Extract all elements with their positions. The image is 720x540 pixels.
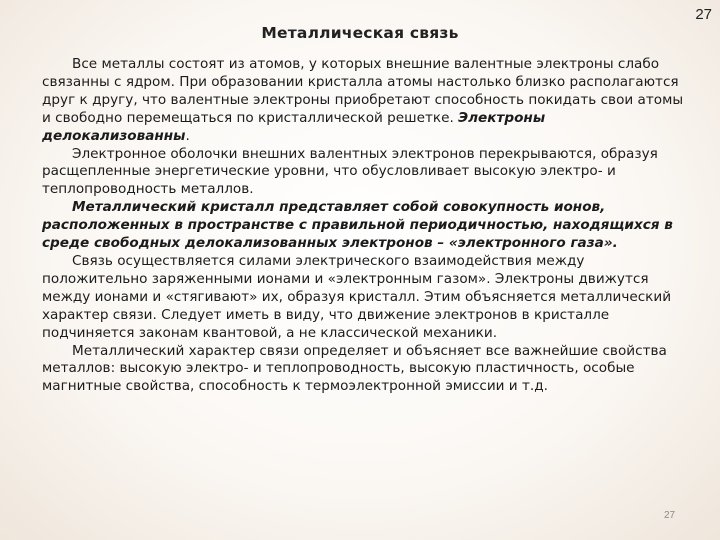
paragraph-1-text: Все металлы состоят из атомов, у которых внешние валентные электроны слабо связанны с ядром. При образовании кристалла атомы настолько близко располагаются друг к другу, что валентные электроны приобретают способность покидать свои атомы и свободно перемещаться по кристаллической решетке.	[42, 56, 684, 126]
slide-number-bottom: 27	[664, 510, 676, 521]
paragraph-4	[42, 253, 690, 343]
paragraph-1	[42, 56, 690, 146]
paragraph-2	[42, 146, 690, 200]
paragraph-3-emphasis: Металлический кристалл представляет собой совокупность ионов, расположенных в пространстве с правильной периодичностью, находящихся в среде свободных делокализованных электронов – «электронного газа».	[42, 199, 673, 252]
slide-body	[42, 56, 690, 396]
paragraph-1-emphasis: Электроны делокализованны	[42, 109, 546, 144]
paragraph-3	[42, 199, 690, 253]
paragraph-5	[42, 343, 690, 397]
slide-number-top: 27	[695, 6, 712, 23]
slide-title: Металлическая связь	[261, 24, 459, 42]
paragraph-5-text: Металлический характер связи определяет и объясняет все важнейшие свойства металлов: высокую электро- и теплопроводность, высокую пластичность, особые магнитные свойства, способность к термоэлектронной эмиссии и т.д.	[42, 342, 667, 395]
paragraph-1-end: .	[185, 127, 190, 144]
paragraph-2-text: Электронное оболочки внешних валентных электронов перекрываются, образуя расщепленные энергетические уровни, что обусловливает высокую электро- и теплопроводность металлов.	[42, 145, 658, 198]
paragraph-4-text: Связь осуществляется силами электрического взаимодействия между положительно заряженными ионами и «электронным газом». Электроны движутся между ионами и «стягивают» их, образуя кристалл. Этим объясняется металлический характер связи. Следует иметь в виду, что движение электронов в кристалле подчиняется законам квантовой, а не классической механики.	[42, 252, 672, 341]
